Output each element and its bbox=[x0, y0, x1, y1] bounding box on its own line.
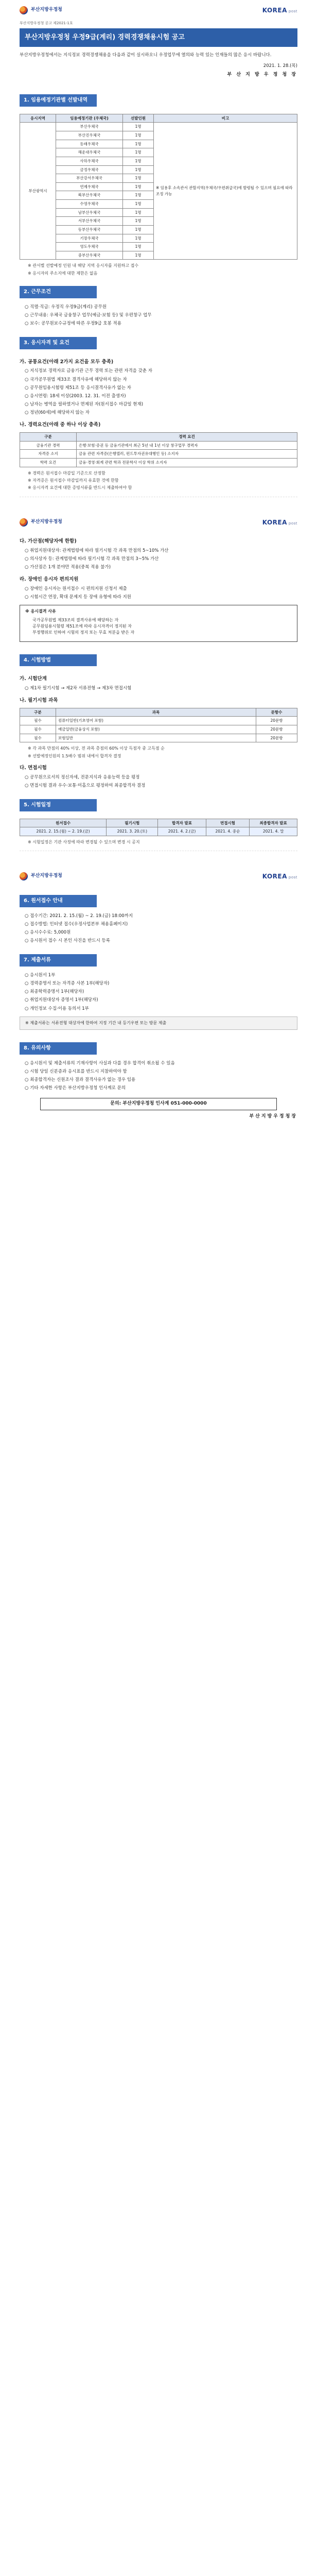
office-cell: 부산진우체국 bbox=[56, 131, 123, 140]
section-3-note: ※ 경력은 원서접수 마감일 기준으로 산정함 bbox=[28, 470, 105, 476]
table-cell: 20문항 bbox=[256, 725, 297, 734]
contact-box: 문의: 부산지방우정청 인사계 051-000-0000 bbox=[40, 1098, 277, 1110]
schedule-table bbox=[20, 819, 297, 836]
disqualification-box bbox=[20, 605, 297, 642]
count-cell: 1명 bbox=[123, 251, 154, 260]
section-7-heading: 7. 제출서류 bbox=[20, 954, 97, 967]
notice-signer: 부 산 지 방 우 정 청 장 bbox=[227, 72, 297, 78]
count-cell: 1명 bbox=[123, 140, 154, 148]
col-count: 선발인원 bbox=[123, 114, 154, 123]
table-cell: 2021. 2. 15.(월) ~ 2. 19.(금) bbox=[20, 827, 107, 836]
section-5-heading: 5. 시험일정 bbox=[20, 799, 97, 811]
list-item: ○ 공무원으로서의 정신자세, 전문지식과 응용능력 등을 평정 bbox=[25, 774, 140, 780]
list-item: ○ 남자는 병역을 필하였거나 면제된 자(원서접수 마감일 현재) bbox=[25, 402, 144, 408]
col-note: 비고 bbox=[154, 114, 297, 123]
list-item: ○ 면접시험 결과 우수·보통·미흡으로 평정하여 최종합격자 결정 bbox=[25, 783, 146, 788]
office-cell: 연제우체국 bbox=[56, 182, 123, 191]
table-cell: 20문항 bbox=[256, 734, 297, 742]
office-cell: 부산강서우체국 bbox=[56, 174, 123, 183]
table-cell: 2021. 4. 말 bbox=[250, 827, 297, 836]
page-header bbox=[20, 512, 297, 533]
list-item: ○ 지식정보 경력자로 금융기관 근무 경력 또는 관련 자격을 갖춘 자 bbox=[25, 368, 152, 374]
table-cell: 학력 요건 bbox=[20, 459, 77, 467]
table-row bbox=[20, 441, 297, 450]
table-cell: 보험일반 bbox=[56, 734, 256, 742]
table-cell: 필수 bbox=[20, 734, 56, 742]
list-item: ○ 취업지원대상자 증명서 1부(해당자) bbox=[25, 997, 98, 1003]
table-row bbox=[20, 827, 297, 836]
list-item: ○ 취업지원대상자: 관계법령에 따라 필기시험 각 과목 만점의 5~10% 가산 bbox=[25, 548, 169, 553]
list-item: ○ 장애인 응시자는 원서접수 시 편의지원 신청서 제출 bbox=[25, 586, 127, 591]
list-item: ○ 개인정보 수집·이용 동의서 1부 bbox=[25, 1006, 89, 1011]
list-item: ○ 직렬·직급: 우정직 우정9급(계리) 공무원 bbox=[25, 304, 107, 310]
office-cell: 북부산우체국 bbox=[56, 191, 123, 200]
partner-logo: KOREA post bbox=[262, 518, 297, 526]
exam-subject-table bbox=[20, 708, 297, 743]
office-cell: 영도우체국 bbox=[56, 243, 123, 251]
section-4-subheading-c: 다. 면접시험 bbox=[20, 765, 47, 771]
count-cell: 1명 bbox=[123, 165, 154, 174]
list-item: ○ 접수방법: 인터넷 접수(우정사업본부 채용홈페이지) bbox=[25, 921, 128, 927]
count-cell: 1명 bbox=[123, 131, 154, 140]
col-final: 최종합격자 발표 bbox=[250, 819, 297, 827]
count-cell: 1명 bbox=[123, 225, 154, 234]
section-4-note: ※ 각 과목 만점의 40% 이상, 전 과목 총점의 60% 이상 득점자 중 고득점 순 bbox=[28, 746, 165, 751]
count-cell: 1명 bbox=[123, 174, 154, 183]
col-application: 원서접수 bbox=[20, 819, 107, 827]
list-item: ○ 최종합격자는 신원조사 결과 결격사유가 없는 경우 임용 bbox=[25, 1077, 136, 1083]
section-5-note: ※ 시험일정은 기관 사정에 따라 변경될 수 있으며 변경 시 공지 bbox=[28, 839, 140, 844]
table-cell: 필수 bbox=[20, 725, 56, 734]
office-cell: 동부산우체국 bbox=[56, 225, 123, 234]
count-cell: 1명 bbox=[123, 217, 154, 226]
office-cell: 금정우체국 bbox=[56, 165, 123, 174]
list-item: 공무원임용시험령 제51조에 따라 응시자격이 정지된 자 bbox=[32, 623, 132, 629]
table-cell: 2021. 3. 20.(토) bbox=[107, 827, 158, 836]
office-cell: 동래우체국 bbox=[56, 140, 123, 148]
list-item: ○ 의사상자 등: 관계법령에 따라 필기시험 각 과목 만점의 3~5% 가산 bbox=[25, 556, 159, 562]
list-item: 부정행위로 인하여 시험의 정지 또는 무효 처분을 받은 자 bbox=[32, 630, 135, 635]
list-item: ○ 경력증명서 또는 자격증 사본 1부(해당자) bbox=[25, 981, 110, 987]
table-cell: 20문항 bbox=[256, 717, 297, 725]
list-item: ○ 시험시간 연장, 확대 문제지 등 장애 유형에 따라 지원 bbox=[25, 594, 131, 600]
col-subject: 과목 bbox=[56, 708, 256, 717]
page-header bbox=[20, 866, 297, 887]
col-region: 응시지역 bbox=[20, 114, 56, 123]
section-6-heading: 6. 원서접수 안내 bbox=[20, 895, 97, 907]
table-cell: 금융·경영·회계 관련 학과 전문학사 이상 학위 소지자 bbox=[77, 459, 297, 467]
region-cell: 부산광역시 bbox=[20, 123, 56, 260]
office-cell: 서부산우체국 bbox=[56, 217, 123, 226]
section-4-subheading-a: 가. 시험단계 bbox=[20, 676, 47, 682]
office-cell: 남부산우체국 bbox=[56, 208, 123, 217]
section-3-subheading-d: 라. 장애인 응시자 편의지원 bbox=[20, 577, 79, 583]
list-item: ○ 접수기간: 2021. 2. 15.(월) ~ 2. 19.(금) 18:00까지 bbox=[25, 913, 133, 919]
count-cell: 1명 bbox=[123, 208, 154, 217]
table-cell: 금융기관 경력 bbox=[20, 441, 77, 450]
col-interview: 면접시험 bbox=[206, 819, 250, 827]
list-item: ○ 응시수수료: 5,000원 bbox=[25, 930, 71, 936]
table-cell: 2021. 4. 2.(금) bbox=[158, 827, 206, 836]
table-row bbox=[20, 725, 297, 734]
page-header bbox=[20, 0, 297, 21]
table-cell: 컴퓨터일반(기초영어 포함) bbox=[56, 717, 256, 725]
closing-signer: 부산지방우정청장 bbox=[249, 1114, 297, 1120]
list-item: ○ 기타 자세한 사항은 부산지방우정청 인사계로 문의 bbox=[25, 1086, 126, 1091]
list-item: 국가공무원법 제33조의 결격사유에 해당하는 자 bbox=[32, 617, 119, 622]
table-row bbox=[20, 734, 297, 742]
note-cell: ※ 임용후 소속관서 관할지역(우체국/우편취급국)에 발령될 수 있으며 필요에 따라 조정 가능 bbox=[154, 123, 297, 260]
office-cell: 중부산우체국 bbox=[56, 251, 123, 260]
count-cell: 1명 bbox=[123, 182, 154, 191]
list-item: ○ 응시연령: 18세 이상(2003. 12. 31. 이전 출생자) bbox=[25, 393, 126, 399]
section-8-heading: 8. 유의사항 bbox=[20, 1042, 97, 1055]
office-cell: 해운대우체국 bbox=[56, 148, 123, 157]
count-cell: 1명 bbox=[123, 234, 154, 243]
list-item: ○ 근무내용: 우체국 금융창구 업무(예금·보험 등) 및 우편창구 업무 bbox=[25, 312, 152, 318]
page-divider bbox=[20, 851, 297, 866]
table-cell: 자격증 소지 bbox=[20, 450, 77, 459]
count-cell: 1명 bbox=[123, 243, 154, 251]
office-cell: 수영우체국 bbox=[56, 200, 123, 209]
section-4-subheading-b: 나. 필기시험 과목 bbox=[20, 698, 58, 704]
list-item: ○ 공무원임용시험령 제51조 등 응시결격사유가 없는 자 bbox=[25, 385, 131, 391]
list-item: ○ 국가공무원법 제33조 결격사유에 해당하지 않는 자 bbox=[25, 377, 127, 382]
table-cell: 예금일반(금융상식 포함) bbox=[56, 725, 256, 734]
list-item: ○ 제1차 필기시험 → 제2차 서류전형 → 제3차 면접시험 bbox=[25, 685, 132, 691]
page-title: 부산지방우정청 우정9급(계리) 경력경쟁채용시험 공고 bbox=[20, 28, 297, 47]
col-kind: 구분 bbox=[20, 708, 56, 717]
table-cell: 은행·보험·증권 등 금융기관에서 최근 5년 내 1년 이상 창구업무 경력자 bbox=[77, 441, 297, 450]
table-cell: 필수 bbox=[20, 717, 56, 725]
count-cell: 1명 bbox=[123, 200, 154, 209]
office-cell: 부산우체국 bbox=[56, 123, 123, 131]
section-2-heading: 2. 근무조건 bbox=[20, 286, 97, 298]
count-cell: 1명 bbox=[123, 148, 154, 157]
section-1-heading: 1. 임용예정기관별 선발내역 bbox=[20, 94, 97, 107]
list-item: ○ 응시원서 1부 bbox=[25, 972, 56, 978]
table-row bbox=[20, 450, 297, 459]
section-3-subheading-b: 나. 경력요건(아래 중 하나 이상 충족) bbox=[20, 422, 101, 428]
org-logo: 부산지방우정청 bbox=[20, 6, 62, 14]
org-logo: 부산지방우정청 bbox=[20, 872, 62, 880]
partner-logo: KOREA post bbox=[262, 872, 297, 880]
table-cell: 2021. 4. 중순 bbox=[206, 827, 250, 836]
section-1-note-2: ※ 응시자의 주소지에 대한 제한은 없음 bbox=[28, 270, 98, 276]
col-office: 임용예정기관 (우체국) bbox=[56, 114, 123, 123]
table-cell: 금융 관련 자격증(은행텔러, 펀드투자권유대행인 등) 소지자 bbox=[77, 450, 297, 459]
list-item: ○ 정년(60세)에 해당하지 않는 자 bbox=[25, 410, 90, 416]
org-logo-icon bbox=[20, 872, 28, 880]
count-cell: 1명 bbox=[123, 191, 154, 200]
submission-note-box: ※ 제출서류는 서류전형 대상자에 한하여 지정 기간 내 등기우편 또는 방문 제출 bbox=[20, 1016, 297, 1030]
experience-table bbox=[20, 432, 297, 467]
list-item: ○ 응시원서 및 제출서류의 기재사항이 사실과 다를 경우 합격이 취소될 수 있음 bbox=[25, 1060, 175, 1066]
list-item: ○ 최종학력증명서 1부(해당자) bbox=[25, 989, 84, 995]
count-cell: 1명 bbox=[123, 157, 154, 165]
table-row bbox=[20, 459, 297, 467]
col-exp-requirement: 경력 요건 bbox=[77, 433, 297, 442]
section-1-note-1: ※ 관서별 선발예정 인원 내 해당 지역 응시자를 지원하고 접수 bbox=[28, 263, 139, 268]
count-cell: 1명 bbox=[123, 123, 154, 131]
org-logo: 부산지방우정청 bbox=[20, 518, 62, 527]
section-3-note: ※ 응시자격 요건에 대한 증빙서류를 반드시 제출하여야 함 bbox=[28, 485, 132, 490]
section-4-note: ※ 선발예정인원의 1.5배수 범위 내에서 합격자 결정 bbox=[28, 753, 121, 758]
section-3-heading: 3. 응시자격 및 요건 bbox=[20, 337, 97, 349]
notice-number: 부산지방우정청 공고 제2021-1호 bbox=[20, 21, 73, 25]
box-title: ※ 응시결격 사유 bbox=[25, 609, 56, 614]
list-item: ○ 가산점은 1개 분야만 적용(중복 적용 불가) bbox=[25, 564, 111, 570]
section-3-subheading-c: 다. 가산점(해당자에 한함) bbox=[20, 538, 77, 544]
selection-table bbox=[20, 114, 297, 260]
org-logo-icon bbox=[20, 6, 28, 14]
section-3-subheading-a: 가. 공통요건(아래 2가지 요건을 모두 충족) bbox=[20, 359, 114, 365]
org-logo-icon bbox=[20, 518, 28, 527]
page-divider bbox=[20, 497, 297, 512]
section-4-heading: 4. 시험방법 bbox=[20, 654, 97, 667]
intro-paragraph: 부산지방우정청에서는 지식정보 경력경쟁채용을 다음과 같이 실시하오니 우정업무에 열의와 능력 있는 인재들의 많은 응시 바랍니다. bbox=[20, 52, 272, 58]
table-row bbox=[20, 717, 297, 725]
table-row bbox=[20, 123, 297, 131]
list-item: ○ 시험 당일 신분증과 응시표를 반드시 지참하여야 함 bbox=[25, 1069, 127, 1074]
partner-logo: KOREA post bbox=[262, 6, 297, 14]
col-exp-type: 구분 bbox=[20, 433, 77, 442]
list-item: ○ 보수: 공무원보수규정에 따른 우정9급 호봉 적용 bbox=[25, 321, 121, 327]
notice-date: 2021. 1. 28.(목) bbox=[263, 63, 297, 69]
section-3-note: ※ 자격증은 원서접수 마감일까지 유효한 것에 한함 bbox=[28, 478, 119, 483]
list-item: ○ 응시원서 접수 시 본인 사진을 반드시 등록 bbox=[25, 938, 110, 944]
office-cell: 사하우체국 bbox=[56, 157, 123, 165]
col-questions: 문항수 bbox=[256, 708, 297, 717]
col-written-exam: 필기시험 bbox=[107, 819, 158, 827]
col-announcement: 합격자 발표 bbox=[158, 819, 206, 827]
office-cell: 기장우체국 bbox=[56, 234, 123, 243]
